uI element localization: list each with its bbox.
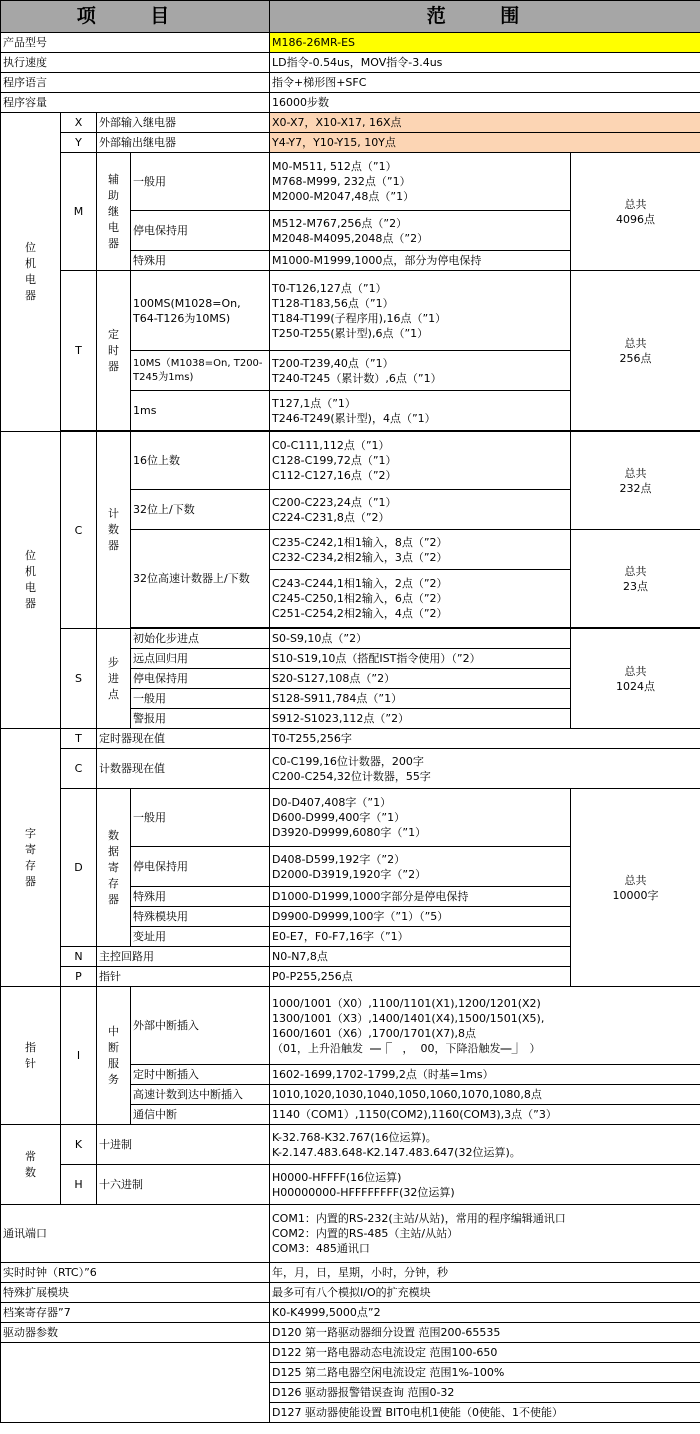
x-value: X0-X7，X10-X17, 16X点 [270,113,700,133]
t100-value: T0-T126,127点（”1） T128-T183,56点（”1） T184-T199(子程序用),16点（”1） T250-T255(累计型),6点（”1） [270,271,571,351]
c16-value: C0-C111,112点（”1） C128-C199,72点（”1） C112-C127,16点（”2） [270,432,571,490]
t-code: T [61,271,97,431]
i-ext-label: 外部中断插入 [131,987,270,1065]
wt-label: 定时器现在值 [97,729,270,749]
t10-value: T200-T239,40点（”1） T240-T245（累计数）,6点（”1） [270,351,571,391]
n-value: N0-N7,8点 [270,947,571,967]
i-ext-value: 1000/1001（X0）,1100/1101(X1),1200/1201(X2) 1300/1001（X3）,1400/1401(X4),1500/1501(X5), 1600/1601（X6）,1700/1701(X7),8点 （01，上升沿触发 ⎯⎯⎾ ， 00，下降沿触发⎯⎯⏌ ） [270,987,700,1065]
m-general-label: 一般用 [131,153,270,211]
i-sub [97,987,131,1125]
i-comm-label: 通信中断 [131,1105,270,1125]
t1-label: 1ms [131,391,270,431]
s-home-label: 远点回归用 [131,649,270,669]
capacity-value: 16000步数 [270,93,700,113]
t-sub [97,271,131,431]
comm-label: 通讯端口 [1,1205,270,1263]
i-sub-text: 中断服务 [108,1024,119,1086]
s-general-label: 一般用 [131,689,270,709]
c32-label: 32位上/下数 [131,490,270,530]
wt-code: T [61,729,97,749]
h-label: 十六进制 [97,1165,270,1205]
comm-value: COM1：内置的RS-232(主站/从站)，常用的程序编辑通讯口 COM2：内置的RS-485（主站/从站） COM3：485通讯口 [270,1205,700,1263]
m-special-label: 特殊用 [131,251,270,271]
drv-blank [1,1343,270,1423]
s-init-value: S0-S9,10点（”2） [270,629,571,649]
s-home-value: S10-S19,10点（搭配IST指令使用）（”2） [270,649,571,669]
h-code: H [61,1165,97,1205]
hs-label: 32位高速计数器上/下数 [131,530,270,628]
wc-value: C0-C199,16位计数器，200字 C200-C254,32位计数器，55字 [270,749,700,789]
rtc-value: 年，月，日，星期，小时，分钟，秒 [270,1263,700,1283]
d-general-value: D0-D407,408字（”1） D600-D999,400字（”1） D3920-D9999,6080字（”1） [270,789,571,847]
d-special-label: 特殊用 [131,887,270,907]
d-code: D [61,789,97,947]
k-value: K-32.768-K32.767(16位运算)。 K-2.147.483.648-K2.147.483.647(32位运算)。 [270,1125,700,1165]
relay-group-1-text: 位机电器 [25,241,36,302]
d-latch-value: D408-D599,192字（”2） D2000-D3919,1920字（”2） [270,847,571,887]
x-code: X [61,113,97,133]
t10-label: 10MS（M1038=On, T200-T245为1ms) [131,351,270,391]
s-latch-label: 停电保持用 [131,669,270,689]
c-sub-text: 计数器 [108,507,119,552]
drv-value-0: D120 第一路驱动器细分设置 范围200-65535 [270,1323,700,1343]
i-code: I [61,987,97,1125]
m-sub-text: 辅助继电器 [108,172,119,250]
file-label: 档案寄存器”7 [1,1303,270,1323]
c16-label: 16位上数 [131,432,270,490]
pointer-group-text: 指针 [25,1040,36,1070]
d-sub-text: 数据寄存器 [108,828,119,906]
t100-label: 100MS(M1028=On, T64-T126为10MS) [131,271,270,351]
y-label: 外部输出继电器 [97,133,270,153]
k-label: 十进制 [97,1125,270,1165]
m-general-value: M0-M511, 512点（”1） M768-M999, 232点（”1） M2000-M2047,48点（”1） [270,153,571,211]
lang-value: 指令+梯形图+SFC [270,73,700,93]
i-comm-value: 1140（COM1）,1150(COM2),1160(COM3),3点（”3） [270,1105,700,1125]
drv-value-4: D127 驱动器使能设置 BIT0电机1使能（0使能、1不使能） [270,1403,700,1423]
t1-value: T127,1点（”1） T246-T249(累计型)，4点（”1） [270,391,571,431]
file-value: K0-K4999,5000点”2 [270,1303,700,1323]
model-label: 产品型号 [1,33,270,53]
m-latch-label: 停电保持用 [131,211,270,251]
c-total-2: 总共 23点 [571,530,700,628]
drv-value-2: D125 第二路电器空闲电流设定 范围1%-100% [270,1363,700,1383]
d-latch-label: 停电保持用 [131,847,270,887]
t-total: 总共 256点 [571,271,700,431]
m-latch-value: M512-M767,256点（”2） M2048-M4095,2048点（”2） [270,211,571,251]
p-code: P [61,967,97,987]
d-module-label: 特殊模块用 [131,907,270,927]
d-index-value: E0-E7，F0-F7,16字（”1） [270,927,571,947]
wc-code: C [61,749,97,789]
model-value: M186-26MR-ES [270,33,700,53]
hs-value-2: C243-C244,1相1输入，2点（”2） C245-C250,1相2输入，6点（”2） C251-C254,2相2输入，4点（”2） [270,570,571,628]
i-hsc-value: 1010,1020,1030,1040,1050,1060,1070,1080,8点 [270,1085,700,1105]
d-sub [97,789,131,947]
capacity-label: 程序容量 [1,93,270,113]
s-total: 总共 1024点 [571,629,700,729]
word-group [1,729,61,987]
header-range: 范 围 [270,1,700,33]
ext-value: 最多可有八个模拟I/O的扩充模块 [270,1283,700,1303]
h-value: H0000-HFFFF(16位运算) H00000000-HFFFFFFFF(32位运算) [270,1165,700,1205]
t-sub-text: 定时器 [108,327,119,373]
ext-label: 特殊扩展模块 [1,1283,270,1303]
relay-group-1 [1,113,61,432]
m-special-value: M1000-M1999,1000点，部分为停电保持 [270,251,571,271]
const-group-text: 常数 [25,1149,36,1179]
n-code: N [61,947,97,967]
header-item: 项 目 [1,1,270,33]
speed-label: 执行速度 [1,53,270,73]
d-special-value: D1000-D1999,1000字部分是停电保持 [270,887,571,907]
k-code: K [61,1125,97,1165]
d-total: 总共 10000字 [571,789,700,987]
s-sub-text: 步进点 [108,655,119,701]
s-init-label: 初始化步进点 [131,629,270,649]
c32-value: C200-C223,24点（”1） C224-C231,8点（”2） [270,490,571,530]
p-value: P0-P255,256点 [270,967,571,987]
lang-label: 程序语言 [1,73,270,93]
i-hsc-label: 高速计数到达中断插入 [131,1085,270,1105]
s-general-value: S128-S911,784点（”1） [270,689,571,709]
c-sub [97,432,131,629]
pointer-group [1,987,61,1125]
s-latch-value: S20-S127,108点（”2） [270,669,571,689]
d-index-label: 变址用 [131,927,270,947]
drv-label: 驱动器参数 [1,1323,270,1343]
m-total: 总共 4096点 [571,153,700,271]
drv-value-3: D126 驱动器报警错误查询 范围0-32 [270,1383,700,1403]
i-timer-label: 定时中断插入 [131,1065,270,1085]
wt-value: T0-T255,256字 [270,729,700,749]
wc-label: 计数器现在值 [97,749,270,789]
c-total-1: 总共 232点 [571,432,700,530]
m-code: M [61,153,97,271]
word-group-text: 字寄存器 [25,826,36,888]
rtc-label: 实时时钟（RTC）”6 [1,1263,270,1283]
d-general-label: 一般用 [131,789,270,847]
y-value: Y4-Y7，Y10-Y15, 10Y点 [270,133,700,153]
c-code: C [61,432,97,629]
p-label: 指针 [97,967,270,987]
s-alarm-label: 警报用 [131,709,270,729]
s-sub [97,629,131,729]
i-timer-value: 1602-1699,1702-1799,2点（时基=1ms） [270,1065,700,1085]
n-label: 主控回路用 [97,947,270,967]
s-code: S [61,629,97,729]
hs-value-1: C235-C242,1相1输入，8点（”2） C232-C234,2相2输入，3点（”2） [270,530,571,570]
const-group [1,1125,61,1205]
d-module-value: D9900-D9999,100字（”1）（”5） [270,907,571,927]
relay-group-2-text: 位机电器 [25,549,36,610]
y-code: Y [61,133,97,153]
speed-value: LD指令-0.54us，MOV指令-3.4us [270,53,700,73]
m-sub [97,153,131,271]
drv-value-1: D122 第一路电器动态电流设定 范围100-650 [270,1343,700,1363]
x-label: 外部输入继电器 [97,113,270,133]
relay-group-2 [1,432,61,729]
s-alarm-value: S912-S1023,112点（”2） [270,709,571,729]
